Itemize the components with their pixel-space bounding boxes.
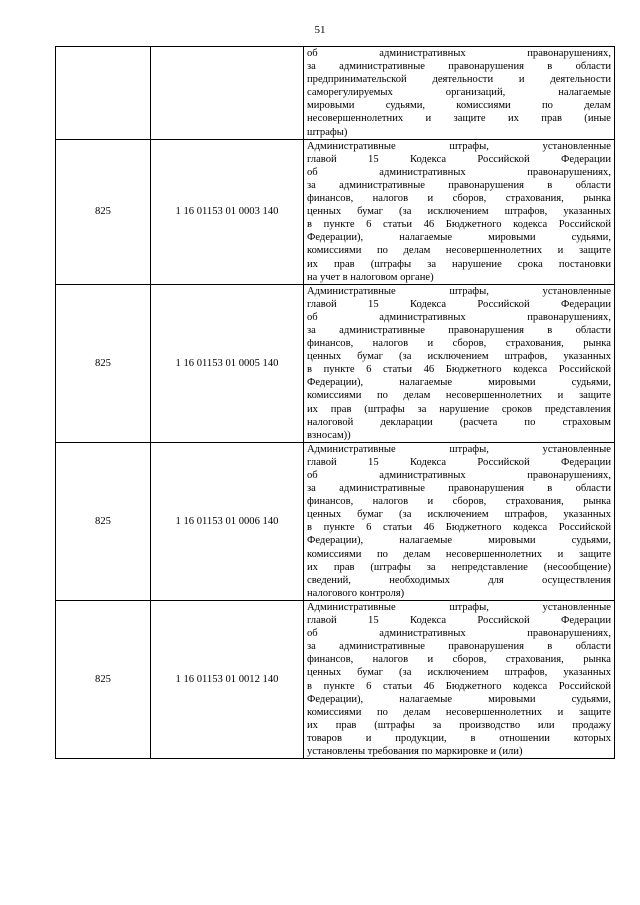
description-line: их прав (штрафы за нарушение срока постановки [307,258,611,270]
description-cell [304,600,615,758]
description-line: взносам)) [307,429,351,441]
description-line: комиссиями по делам несовершеннолетних и защите [307,548,611,560]
description-line: комиссиями по делам несовершеннолетних и защите [307,706,611,718]
revenue-code-cell [151,47,304,140]
admin-code-cell: 825 [56,139,151,284]
description-cell [304,139,615,284]
admin-code-cell: 825 [56,600,151,758]
description-line: в пункте 6 статьи 46 Бюджетного кодекса Российской [307,522,611,534]
table-body [56,47,615,759]
description-line: об административных правонарушениях, [307,311,611,323]
description-line: комиссиями по делам несовершеннолетних и защите [307,390,611,402]
description-line: об административных правонарушениях, [307,628,611,640]
description-line: за административные правонарушения в области [307,179,611,191]
description-line: установлены требования по маркировке и (или) [307,745,523,757]
table-row [56,139,615,284]
description-line: их прав (штрафы за непредставление (несообщение) [307,561,611,573]
table-row [56,600,615,758]
description-line: за административные правонарушения в области [307,483,611,495]
description-line: Федерации), налагаемые мировыми судьями, [307,232,611,244]
revenue-code-cell: 1 16 01153 01 0005 140 [151,284,304,442]
revenue-code-cell: 1 16 01153 01 0003 140 [151,139,304,284]
description-line: их прав (штрафы за производство или продажу [307,719,611,731]
description-line: в пункте 6 статьи 46 Бюджетного кодекса Российской [307,364,611,376]
description-line: ценных бумаг (за исключением штрафов, указанных [307,509,611,521]
description-cell [304,442,615,600]
description-line: за административные правонарушения в области [307,641,611,653]
description-line: ценных бумаг (за исключением штрафов, указанных [307,351,611,363]
description-line: Федерации), налагаемые мировыми судьями, [307,693,611,705]
description-line: налогового контроля) [307,587,405,599]
description-line: несовершеннолетних и защите их прав (иные [307,113,611,125]
description-line: финансов, налогов и сборов, страхования, рынка [307,193,611,205]
description-line: сведений, необходимых для осуществления [307,574,611,586]
description-line: за административные правонарушения в области [307,324,611,336]
description-line: Административные штрафы, установленные [307,601,611,613]
description-line: налоговой декларации (расчета по страховым [307,416,611,428]
description-line: на учет в налоговом органе) [307,271,434,283]
description-line: Федерации), налагаемые мировыми судьями, [307,535,611,547]
description-line: финансов, налогов и сборов, страхования, рынка [307,496,611,508]
budget-classification-table [55,46,615,759]
description-line: в пункте 6 статьи 46 Бюджетного кодекса Российской [307,219,611,231]
description-line: саморегулируемых организаций, налагаемые [307,87,611,99]
table-row [56,442,615,600]
description-line: об административных правонарушениях, [307,48,611,59]
description-line: главой 15 Кодекса Российской Федерации [307,298,611,310]
description-line: главой 15 Кодекса Российской Федерации [307,153,611,165]
revenue-code-cell: 1 16 01153 01 0012 140 [151,600,304,758]
description-line: в пункте 6 статьи 46 Бюджетного кодекса Российской [307,680,611,692]
description-line: Административные штрафы, установленные [307,140,611,152]
description-line: об административных правонарушениях, [307,470,611,481]
description-line: финансов, налогов и сборов, страхования, рынка [307,338,611,350]
description-cell [304,47,615,140]
revenue-code-cell: 1 16 01153 01 0006 140 [151,442,304,600]
page-number: 51 [314,24,326,36]
description-line: штрафы) [307,126,348,138]
description-line: финансов, налогов и сборов, страхования, рынка [307,654,611,666]
description-line: Федерации), налагаемые мировыми судьями, [307,377,611,389]
table-row [56,284,615,442]
description-line: главой 15 Кодекса Российской Федерации [307,456,611,468]
description-cell [304,284,615,442]
description-line: ценных бумаг (за исключением штрафов, указанных [307,667,611,679]
description-line: об административных правонарушениях, [307,166,611,178]
description-line: Административные штрафы, установленные [307,285,611,297]
description-line: комиссиями по делам несовершеннолетних и защите [307,245,611,257]
description-line: товаров и продукции, в отношении которых [307,732,611,744]
admin-code-cell: 825 [56,284,151,442]
description-line: Административные штрафы, установленные [307,443,611,455]
description-line: главой 15 Кодекса Российской Федерации [307,615,611,627]
description-line: предпринимательской деятельности и деятельности [307,74,611,86]
description-line: за административные правонарушения в области [307,61,611,73]
description-line: ценных бумаг (за исключением штрафов, указанных [307,206,611,218]
admin-code-cell [56,47,151,140]
description-line: мировыми судьями, комиссиями по делам [307,100,611,112]
admin-code-cell: 825 [56,442,151,600]
description-line: их прав (штрафы за нарушение сроков представления [307,403,611,415]
table-row [56,47,615,140]
